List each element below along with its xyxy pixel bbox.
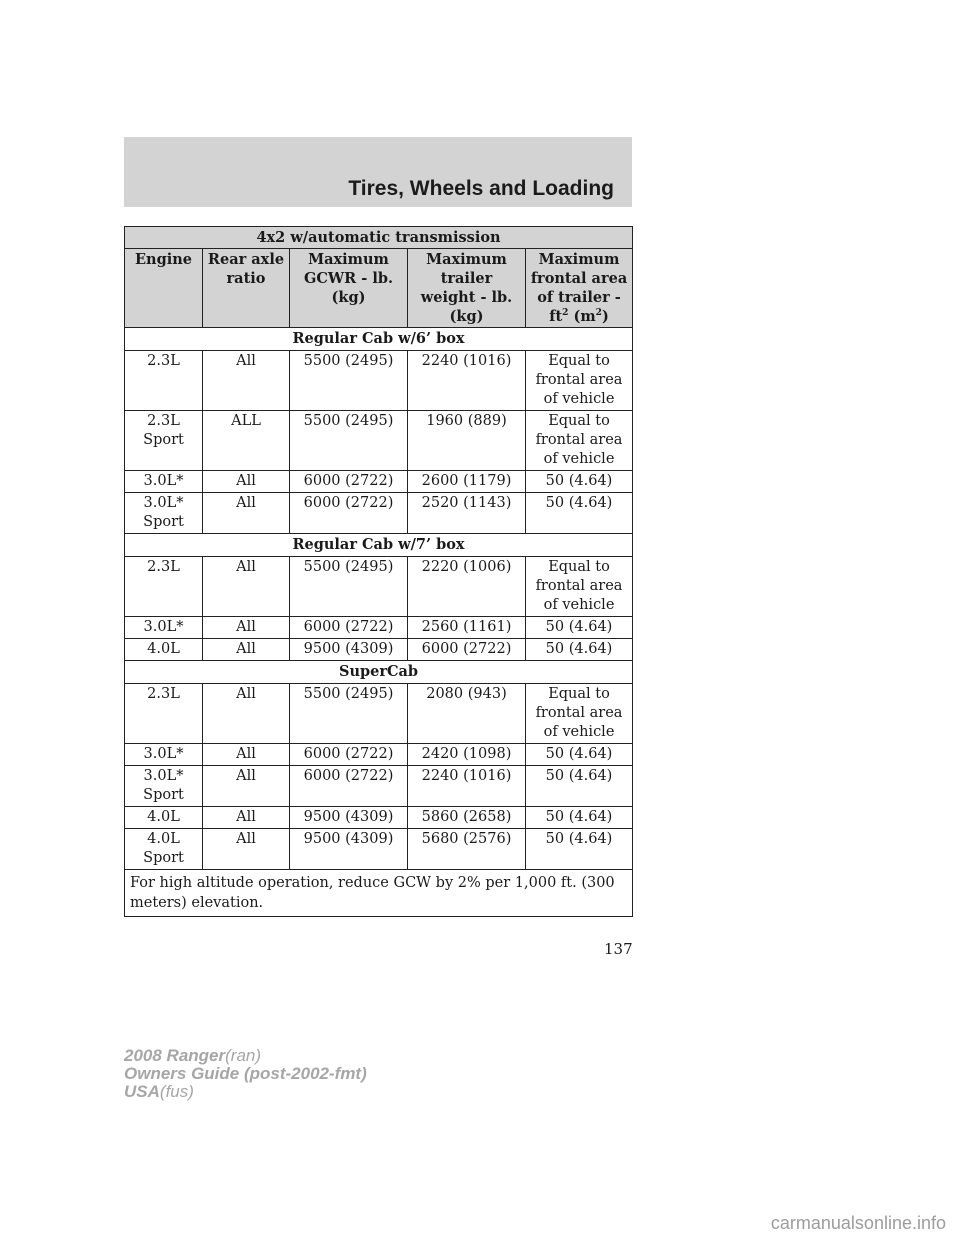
- cell-engine: 2.3L: [125, 351, 203, 411]
- cell-frontal: 50 (4.64): [526, 617, 633, 639]
- cell-axle: All: [203, 766, 290, 807]
- cell-axle: All: [203, 557, 290, 617]
- cell-engine: 2.3L: [125, 684, 203, 744]
- cell-axle: ALL: [203, 411, 290, 471]
- cell-axle: All: [203, 829, 290, 870]
- column-header-gcwr: Maximum GCWR - lb. (kg): [290, 249, 408, 328]
- column-header-axle: Rear axle ratio: [203, 249, 290, 328]
- document-footer: [124, 1047, 367, 1101]
- cell-trailer: 5680 (2576): [408, 829, 526, 870]
- cell-frontal: Equal to frontal area of vehicle: [526, 684, 633, 744]
- cell-axle: All: [203, 617, 290, 639]
- cell-engine: 4.0L Sport: [125, 829, 203, 870]
- cell-gcwr: 6000 (2722): [290, 766, 408, 807]
- section-row: [125, 534, 633, 557]
- section-title: Tires, Wheels and Loading: [348, 177, 614, 200]
- column-header-frontal: Maximum frontal area of trailer - $ft^2$ $(m^2)$: [526, 249, 633, 328]
- section-heading: Regular Cab w/7’ box: [125, 534, 633, 557]
- cell-engine: 3.0L* Sport: [125, 766, 203, 807]
- cell-gcwr: 6000 (2722): [290, 471, 408, 493]
- cell-frontal: Equal to frontal area of vehicle: [526, 411, 633, 471]
- table-row: [125, 807, 633, 829]
- column-header-trailer: Maximum trailer weight - lb. (kg): [408, 249, 526, 328]
- cell-engine: 2.3L: [125, 557, 203, 617]
- section-header-band: [124, 137, 632, 207]
- cell-frontal: 50 (4.64): [526, 471, 633, 493]
- watermark: carmanualsonline.info: [770, 1213, 946, 1233]
- cell-trailer: 6000 (2722): [408, 639, 526, 661]
- cell-engine: 3.0L*: [125, 744, 203, 766]
- cell-frontal: 50 (4.64): [526, 639, 633, 661]
- cell-trailer: 2600 (1179): [408, 471, 526, 493]
- cell-gcwr: 6000 (2722): [290, 493, 408, 534]
- cell-trailer: 2240 (1016): [408, 351, 526, 411]
- cell-engine: 4.0L: [125, 807, 203, 829]
- cell-gcwr: 5500 (2495): [290, 557, 408, 617]
- cell-axle: All: [203, 493, 290, 534]
- cell-axle: All: [203, 351, 290, 411]
- table-row: [125, 471, 633, 493]
- cell-trailer: 5860 (2658): [408, 807, 526, 829]
- cell-trailer: 2240 (1016): [408, 766, 526, 807]
- table-row: [125, 684, 633, 744]
- cell-gcwr: 5500 (2495): [290, 684, 408, 744]
- cell-frontal: 50 (4.64): [526, 829, 633, 870]
- cell-engine: 2.3L Sport: [125, 411, 203, 471]
- section-row: [125, 661, 633, 684]
- cell-frontal: 50 (4.64): [526, 807, 633, 829]
- section-heading: Regular Cab w/6’ box: [125, 328, 633, 351]
- cell-gcwr: 6000 (2722): [290, 617, 408, 639]
- table-row: [125, 829, 633, 870]
- cell-gcwr: 9500 (4309): [290, 807, 408, 829]
- cell-trailer: 2220 (1006): [408, 557, 526, 617]
- footer-model-code: (ran): [225, 1046, 262, 1065]
- section-row: [125, 328, 633, 351]
- cell-engine: 3.0L*: [125, 471, 203, 493]
- table-row: [125, 411, 633, 471]
- cell-gcwr: 5500 (2495): [290, 411, 408, 471]
- table-title: 4x2 w/automatic transmission: [125, 227, 633, 249]
- cell-trailer: 2560 (1161): [408, 617, 526, 639]
- cell-gcwr: 9500 (4309): [290, 829, 408, 870]
- table-row: [125, 557, 633, 617]
- footer-guide: Owners Guide (post-2002-fmt): [124, 1064, 367, 1083]
- cell-engine: 3.0L* Sport: [125, 493, 203, 534]
- cell-trailer: 1960 (889): [408, 411, 526, 471]
- cell-trailer: 2520 (1143): [408, 493, 526, 534]
- table-row: [125, 639, 633, 661]
- cell-frontal: Equal to frontal area of vehicle: [526, 351, 633, 411]
- table-body: [125, 328, 633, 870]
- footer-model: 2008 Ranger: [124, 1046, 226, 1065]
- cell-engine: 4.0L: [125, 639, 203, 661]
- footer-market: USA: [124, 1082, 160, 1101]
- cell-axle: All: [203, 744, 290, 766]
- cell-frontal: 50 (4.64): [526, 744, 633, 766]
- cell-engine: 3.0L*: [125, 617, 203, 639]
- cell-axle: All: [203, 471, 290, 493]
- cell-frontal: Equal to frontal area of vehicle: [526, 557, 633, 617]
- cell-trailer: 2080 (943): [408, 684, 526, 744]
- cell-gcwr: 5500 (2495): [290, 351, 408, 411]
- table-row: [125, 351, 633, 411]
- footer-market-code: (fus): [159, 1082, 194, 1101]
- column-header-engine: Engine: [125, 249, 203, 328]
- cell-gcwr: 9500 (4309): [290, 639, 408, 661]
- cell-axle: All: [203, 807, 290, 829]
- cell-frontal: 50 (4.64): [526, 493, 633, 534]
- table-row: [125, 617, 633, 639]
- page-number: 137: [604, 940, 633, 958]
- table-row: [125, 766, 633, 807]
- cell-trailer: 2420 (1098): [408, 744, 526, 766]
- cell-axle: All: [203, 684, 290, 744]
- table-row: [125, 744, 633, 766]
- table-row: [125, 493, 633, 534]
- towing-spec-table: [124, 226, 633, 917]
- cell-gcwr: 6000 (2722): [290, 744, 408, 766]
- altitude-note: For high altitude operation, reduce GCW by 2% per 1,000 ft. (300 meters) elevation.: [125, 870, 633, 917]
- cell-axle: All: [203, 639, 290, 661]
- cell-frontal: 50 (4.64): [526, 766, 633, 807]
- section-heading: SuperCab: [125, 661, 633, 684]
